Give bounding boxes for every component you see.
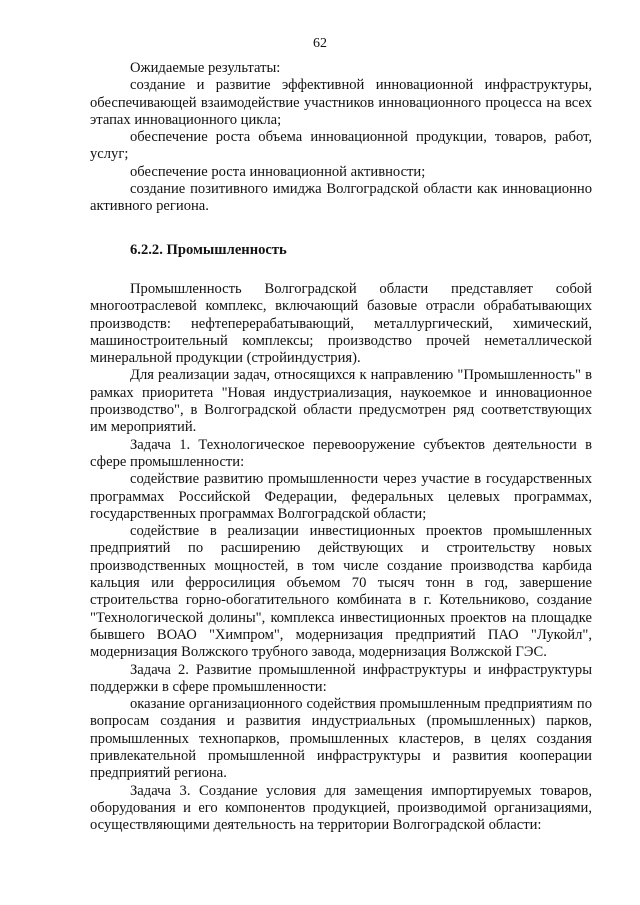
- paragraph: оказание организационного содействия промышленным предприятиям по вопросам создания и развития индустриальных (промышленных) парков, промышленных технопарков, промышленных кластеров, в целях создания привлекательной промышленной инфраструктуры и развития кооперации предприятий региона.: [90, 696, 592, 782]
- task-heading: Задача 1. Технологическое перевооружение субъектов деятельности в сфере промышленности:: [90, 436, 592, 470]
- page-content: [90, 60, 592, 834]
- task-heading: Задача 2. Развитие промышленной инфраструктуры и инфраструктуры поддержки в сфере промышленности:: [90, 661, 592, 695]
- section-title: 6.2.2. Промышленность: [130, 241, 287, 258]
- results-heading: Ожидаемые результаты:: [130, 60, 281, 76]
- paragraph: Промышленность Волгоградской области представляет собой многоотраслевой комплекс, включающий базовые отрасли обрабатывающих производств: нефтеперерабатывающий, металлургический, химический, машиностроительный комплексы; производство прочей неметаллической минеральной продукции (стройиндустрия).: [90, 280, 592, 367]
- results-item: создание и развитие эффективной инновационной инфраструктуры, обеспечивающей взаимодействие участников инновационного процесса на всех этапах инновационного цикла;: [90, 77, 592, 128]
- results-item: создание позитивного имиджа Волгоградской области как инновационно активного региона.: [90, 181, 592, 215]
- page-number: 62: [313, 36, 327, 51]
- paragraph: содействие развитию промышленности через участие в государственных программах Российской Федерации, федеральных целевых программах, государственных программах Волгоградской области;: [90, 471, 592, 522]
- paragraph: Для реализации задач, относящихся к направлению "Промышленность" в рамках приоритета "Новая индустриализация, наукоемкое и инновационное производство", в Волгоградской области предусмотрен ряд соответствующих им мероприятий.: [90, 367, 592, 436]
- paragraph: содействие в реализации инвестиционных проектов промышленных предприятий по расширению действующих и строительству новых производственных мощностей, в том числе создание производства карбида кальция или ферросилиция объемом 70 тысяч тонн в год, завершение строительства горно-обогатительного комбината в г. Котельниково, создание "Технологической долины", комплекса инвестиционных проектов на площадке бывшего ВОАО "Химпром", модернизация предприятий ПАО "Лукойл", модернизация Волжского трубного завода, модернизация Волжской ГЭС.: [90, 523, 592, 661]
- results-item: обеспечение роста объема инновационной продукции, товаров, работ, услуг;: [90, 129, 592, 163]
- task-heading: Задача 3. Создание условия для замещения импортируемых товаров, оборудования и его компонентов продукцией, производимой организациями, осуществляющими деятельность на территории Волгоградской области:: [90, 782, 592, 834]
- results-item: обеспечение роста инновационной активности;: [130, 163, 426, 180]
